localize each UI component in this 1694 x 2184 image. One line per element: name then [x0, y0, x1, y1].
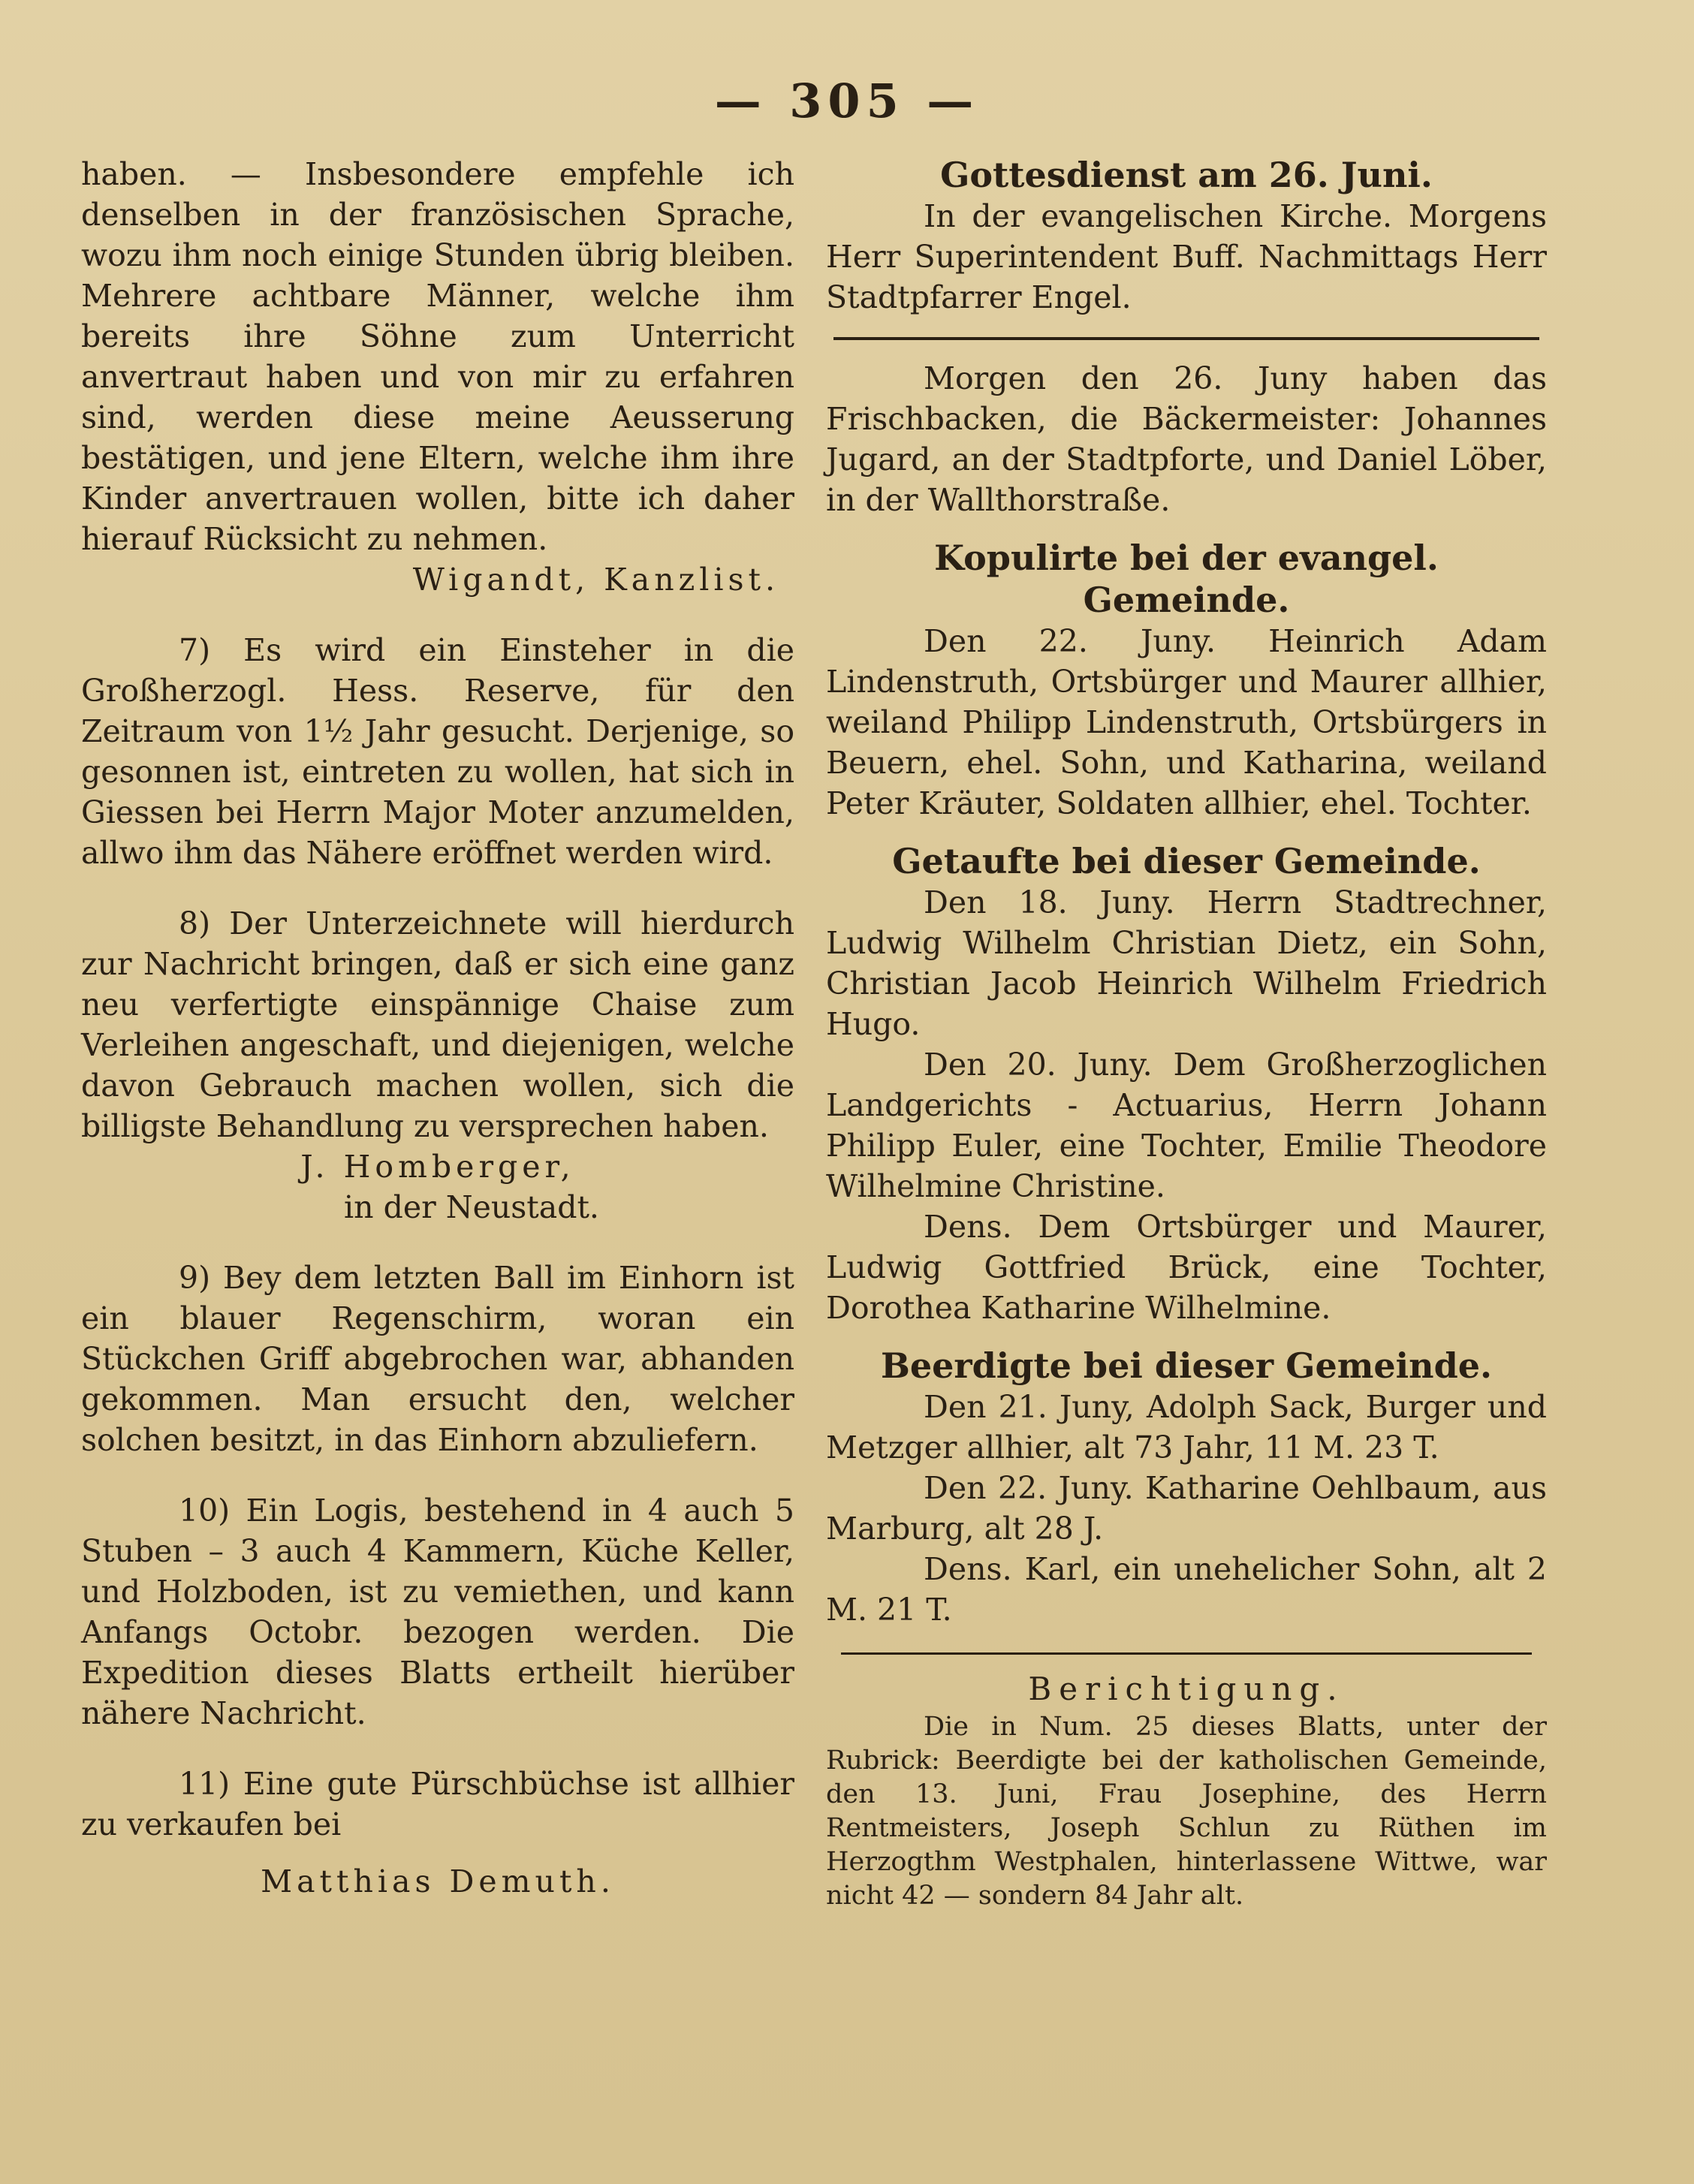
buried-entry-2: Den 22. Juny. Katharine Oehlbaum, aus Marburg, alt 28 J.	[826, 1470, 1547, 1547]
notice-7: 7) Es wird ein Einsteher in die Großherzogl. Hess. Reserve, für den Zeitraum von 1½ Jahr gesucht. Derjenige, so gesonnen ist, eintreten zu wollen, hat sich in Giessen bei Herrn Major Moter anzumelden, allwo ihm das Nähere eröffnet werden wird.	[81, 632, 794, 871]
service-text: In der evangelischen Kirche. Morgens Herr Superintendent Buff. Nachmittags Herr Stadtpfarrer Engel.	[826, 198, 1547, 315]
correction-title: Berichtigung.	[1028, 1670, 1345, 1707]
service-heading: Gottesdienst am 26. Juni.	[940, 155, 1433, 195]
intro-notice: haben. — Insbesondere empfehle ich denselben in der französischen Sprache, wozu ihm noch einige Stunden übrig bleiben. Mehrere achtbare Männer, welche ihm bereits ihre Söhne zum Unterricht anvertraut haben und von mir zu erfahren sind, werden diese meine Aeusserung bestätigen, und jene Eltern, welche ihm ihre Kinder anvertrauen wollen, bitte ich daher hierauf Rücksicht zu nehmen.	[81, 156, 794, 557]
baptized-entry-1: Den 18. Juny. Herrn Stadtrechner, Ludwig Wilhelm Christian Dietz, ein Sohn, Christian Jacob Heinrich Wilhelm Friedrich Hugo.	[826, 884, 1547, 1042]
buried-heading: Beerdigte bei dieser Gemeinde.	[880, 1345, 1493, 1386]
baptized-entry-2: Den 20. Juny. Dem Großherzoglichen Landgerichts - Actuarius, Herrn Johann Philipp Euler, eine Tochter, Emilie Theodore Wilhelmine Christine.	[826, 1047, 1547, 1204]
copulated-entry: Den 22. Juny. Heinrich Adam Lindenstruth, Ortsbürger und Maurer allhier, weiland Philipp Lindenstruth, Ortsbürgers in Beuern, ehel. Sohn, und Katharina, weiland Peter Kräuter, Soldaten allhier, ehel. Tochter.	[826, 623, 1547, 821]
baptized-entry-3: Dens. Dem Ortsbürger und Maurer, Ludwig Gottfried Brück, eine Tochter, Dorothea Katharine Wilhelmine.	[826, 1209, 1547, 1326]
baptized-heading: Getaufte bei dieser Gemeinde.	[892, 841, 1481, 881]
left-column	[81, 154, 794, 1902]
correction-text: Die in Num. 25 dieses Blatts, unter der Rubrick: Beerdigte bei der katholischen Gemeinde, den 13. Juni, Frau Josephine, des Herrn Rentmeisters, Joseph Schlun zu Rüthen im Herzogthm Westphalen, hinterlassene Wittwe, war nicht 42 — sondern 84 Jahr alt.	[826, 1712, 1547, 1911]
notice-8-location: in der Neustadt.	[344, 1189, 599, 1225]
divider	[833, 337, 1539, 340]
divider-correction	[841, 1652, 1532, 1655]
bakers-notice: Morgen den 26. Juny haben das Frischbacken, die Bäckermeister: Johannes Jugard, an der Stadtpforte, und Daniel Löber, in der Wallthorstraße.	[826, 360, 1547, 518]
notice-8-signature: J. Homberger,	[300, 1149, 575, 1185]
notice-11-signature: Matthias Demuth.	[261, 1863, 615, 1899]
notice-10: 10) Ein Logis, bestehend in 4 auch 5 Stuben – 3 auch 4 Kammern, Küche Keller, und Holzboden, ist zu vemiethen, und kann Anfangs Octobr. bezogen werden. Die Expedition dieses Blatts ertheilt hierüber nähere Nachricht.	[81, 1493, 794, 1731]
notice-9: 9) Bey dem letzten Ball im Einhorn ist ein blauer Regenschirm, woran ein Stückchen Griff abgebrochen war, abhanden gekommen. Man ersucht den, welcher solchen besitzt, in das Einhorn abzuliefern.	[81, 1260, 794, 1458]
copulated-heading: Kopulirte bei der evangel. Gemeinde.	[934, 538, 1439, 620]
buried-entry-1: Den 21. Juny, Adolph Sack, Burger und Metzger allhier, alt 73 Jahr, 11 M. 23 T.	[826, 1389, 1547, 1466]
right-column	[826, 154, 1547, 1913]
notice-8: 8) Der Unterzeichnete will hierdurch zur Nachricht bringen, daß er sich eine ganz neu verfertigte einspännige Chaise zum Verleihen angeschaft, und diejenigen, welche davon Gebrauch machen wollen, sich die billigste Behandlung zu versprechen haben.	[81, 905, 794, 1144]
buried-entry-3: Dens. Karl, ein unehelicher Sohn, alt 2 M. 21 T.	[826, 1551, 1547, 1628]
notice-11: 11) Eine gute Pürschbüchse ist allhier zu verkaufen bei	[81, 1766, 794, 1842]
intro-signature: Wigandt, Kanzlist.	[412, 562, 779, 598]
page-number: — 305 —	[714, 74, 980, 128]
